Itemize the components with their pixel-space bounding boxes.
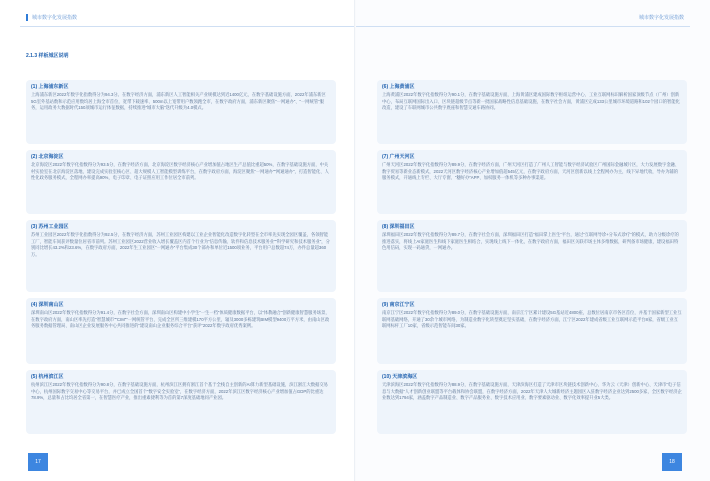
case-card-shanghai-huangpu — [377, 80, 687, 144]
case-card-text: 广州天河区2022年数字化指数得分为89.9分，在数字经济方面，广州天河区打造了广州人工智能与数字经济试验区广州国际金融城片区，大力发展数字金融、数字贸易等新业态新模式，2022天河区数字经济核心产业增加值超545亿元，在数字政府方面，天河区创新以线上全程网办为主，线下异地代收，导办为辅的服务模式，开通线上专栏、大厅专窗、“穗好办”APP、加权服务一体机等多种办事渠道。 — [382, 162, 680, 181]
case-card-text: 深圳福田区2022年数字化指数得分为89.7分，在数字社会方面，深圳福田区打造“福田掌上医生”平台，通过“互联网导诊+分布式诊疗”的模式，助力分级诊疗的推进落实，将线上AI家庭医生和线下家庭医生相结合，实现线上线下一体化，在数字政府方面，福田区关联市场主体多维数据，研判备市场健康，建设福田特色用信码，实现一码通贷，一网通办。 — [382, 232, 679, 251]
case-card-shenzhen-nanshan — [26, 298, 336, 364]
case-card-text: 上海浦东新区2022年数字化指数得分为94.3分。在数字经济方面，浦东新区人工智能相关产业规模达到近1400亿元，在数字基础设施方面，2022年浦东新区5G室外基站数和示范应用数均居上海全市首位，宽带下载速率、500m以上宽带用户数领跑全市，在数字政府方面，浦东新区聚焦“一网通办”、“一网统管”服务，运用政务大数据时代150项城市运行体征数据，持续推进“城市大脑”迭代升级为4.0模式。 — [31, 92, 326, 111]
header-title-left: 城市数字化发展指数 — [26, 14, 77, 21]
section-title: 2.1.3 样板城区说明 — [26, 53, 69, 59]
page-number-left: 17 — [28, 453, 48, 471]
case-card-text: 上海黄浦区2022年数字化指数得分为90.1分，在数字基础设施方面，上海黄浦区建成国际数字枢纽运营中心、工业互联网标识解析国家顶级节点（广州）创新中心，布局互联网国际出入口、区块链超级节点等新一批国家战略性信息基础设施，在数字社会方面，黄浦区完成133公里城市环境道路和102个园口的智能化改造，建设了车联网城市公共数字底座和智慧交通车路协同。 — [382, 92, 680, 111]
case-card-text: 天津滨海区2022年数字化指数得分为88.9分，在数字基础设施方面，天津滨海区打造了天津市区块链技术创新中心、华为云（天津）创新中心、天津市“电子信息与大数据”人才创新创业联盟等平台载体和协会联盟，在数字经济方面，2022年天津人大城新经济主题园区入驻数字经济企业达到2500多家，全区数字经济企业数达到1794家，涵盖数字产品制造业、数字产品服务业、数字技术应用业、数字要素驱动业、数字化效率提升业5大类。 — [382, 382, 682, 401]
case-card-title: (5) 杭州滨江区 — [31, 374, 64, 380]
header-title-right: 城市数字化发展指数 — [638, 15, 684, 21]
case-card-title: (7) 广州天河区 — [382, 154, 415, 160]
case-card-hangzhou-binjiang — [26, 370, 336, 434]
page-fold — [354, 0, 356, 481]
case-card-title: (3) 苏州工业园区 — [31, 224, 69, 230]
case-card-shenzhen-futian — [377, 220, 687, 292]
case-card-title: (10) 天津滨海区 — [382, 374, 418, 380]
case-card-title: (2) 北京海淀区 — [31, 154, 64, 160]
case-card-guangzhou-tianhe — [377, 150, 687, 214]
case-card-text: 北京海淀区2022年数字化指数得分为93.5分，在数字经济方面，北京海淀区数字经济核心产业增加值占地区生产总值比重超50%，在数字基础设施方面，中关村实验室在北京海淀区落地，建设完成实验室核心区、超大规模人工智能模型训练平台，在数字政府方面，海淀区聚焦“一网通办”“网通通办”，打造智能化、人性化政务服务模式，全程网办率提高90%，电子印章、电子证照应用工作位居全市前列。 — [31, 162, 329, 181]
case-card-text: 南京江宁区2022年数字化指数得分为89.0分，在数字基础设施方面，南京江宁区累计建设5G基站近4800座，总数位居南京市各区首位，并基于国家新型工业互联网基础网络，开通了30余个城市网络，为制造业数字化转型奠定坚实基础，在数字经济方面，江宁区2022年建成省级工业互联网示范平台8家，省级工业互联网标杆工厂10家，省级示范智能车间30家。 — [382, 310, 682, 329]
case-card-beijing-haidian — [26, 150, 336, 214]
case-card-text: 苏州工业园区2022年数字化指数得分为92.5分，在数字经济方面，苏州工业园区构建以工业企业智能化改造数字化转型在全市率先实现全园区覆盖，各领智能工厂，智能车间获评数量位居省市前列。苏州工业园区2022营业收入增长覆盖区内首个行业为“信息传输、软件和信息技术服务业”“科学研究和技术服务业”，分别同比增长43.2%和23.6%，在数字政府方面，2022年生工业园区“一网通办”平台集成30个部办和单位近1500项业务，平台用户总数超74万，办件总量超360万。 — [31, 232, 330, 257]
case-card-text: 深圳南山区2022年数字化指数得分为91.4分，在数字社会方面，深圳南山区构建中小学生“一生一档”体质健康数据平台，以“体教融合”创新健康智慧服务场景，在数字政府方面，南山区率先打造“智慧城市”“CIM”“一网统管平台，完成全区所三维建模170平方公里，辐及3000多栋建筑BIM模型9400万平方米，由南山区政务服务数据管理局、南山区企业发展服务中心共同推进的“建设南山企业服务综合平台”获评“2022年数字政府优秀案例。 — [31, 310, 330, 329]
case-card-text: 杭州滨江区2022年数字化指数得分为90.8分，在数字基础设施方面，杭州滨江区拥有浙江首个基于全栈自主创新的AI算力新型基础设施，滨江浙江大数据交易中心，杭州国际数字交易中心等交易平台，并已成立全国首个“数字安全实验室”，在数字经济方面，2022年滨江区数字经济核心产业增加值占GDP的比重达78.9%，总量和占比均居全省第一，在智慧医疗产业，推出重素捷利等为首的第7深度基础地同产业园。 — [31, 382, 328, 401]
case-card-title: (9) 南京江宁区 — [382, 302, 415, 308]
case-card-title: (4) 深圳南山区 — [31, 302, 64, 308]
case-card-title: (8) 深圳福田区 — [382, 224, 415, 230]
case-card-suzhou-industrial-park — [26, 220, 336, 292]
case-card-title: (1) 上海浦东新区 — [31, 84, 69, 90]
case-card-shanghai-pudong — [26, 80, 336, 144]
right-page — [355, 0, 710, 481]
case-card-tianjin-binhai — [377, 370, 687, 434]
case-card-nanjing-jiangning — [377, 298, 687, 364]
case-card-title: (6) 上海黄浦区 — [382, 84, 415, 90]
page-number-right: 18 — [662, 453, 682, 471]
